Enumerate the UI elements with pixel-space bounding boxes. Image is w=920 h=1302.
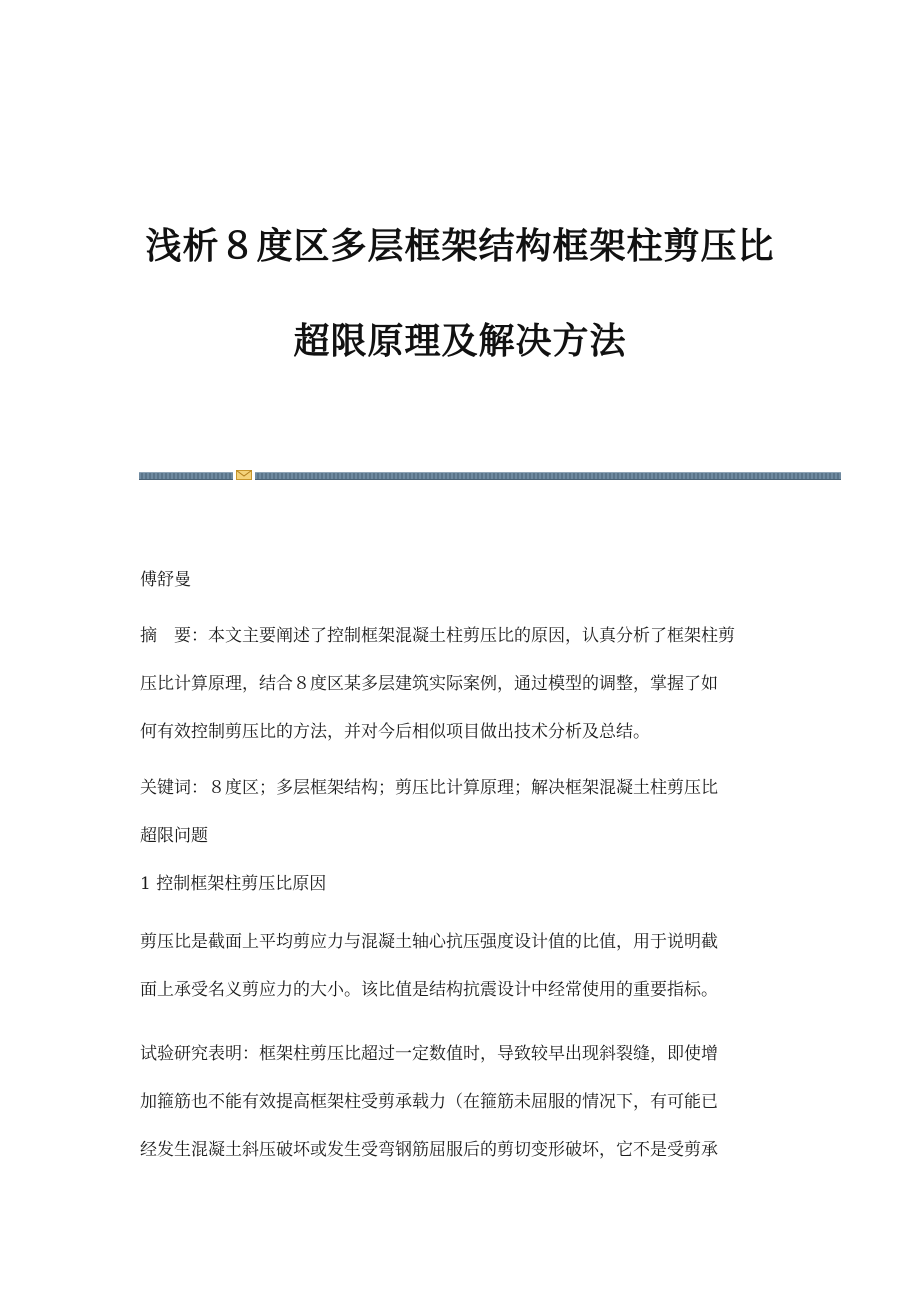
body-line: 面上承受名义剪应力的大小。该比值是结构抗震设计中经常使用的重要指标。 xyxy=(140,980,718,1000)
keywords-line: 超限问题 xyxy=(140,826,208,846)
body-line: 剪压比是截面上平均剪应力与混凝土轴心抗压强度设计值的比值，用于说明截 xyxy=(140,932,718,952)
author-text: 傅舒曼 xyxy=(140,570,191,590)
title-line-2: 超限原理及解决方法 xyxy=(293,321,627,362)
divider-bar-right xyxy=(255,472,841,480)
keywords-line: 关键词：８度区；多层框架结构；剪压比计算原理；解决框架混凝土柱剪压比 xyxy=(140,778,718,798)
abstract-line: 摘 要：本文主要阐述了控制框架混凝土柱剪压比的原因，认真分析了框架柱剪 xyxy=(140,626,735,646)
title-line-1: 浅析８度区多层框架结构框架柱剪压比 xyxy=(145,226,775,267)
body-line: 加箍筋也不能有效提高框架柱受剪承载力（在箍筋未屈服的情况下，有可能已 xyxy=(140,1092,718,1112)
abstract-paragraph xyxy=(140,612,790,756)
section-heading-text: 1 控制框架柱剪压比原因 xyxy=(140,874,327,894)
title-divider xyxy=(139,470,841,480)
body-paragraph xyxy=(140,918,790,1014)
body-paragraph xyxy=(140,1030,790,1174)
divider-bar-left xyxy=(139,472,233,480)
abstract-line: 何有效控制剪压比的方法，并对今后相似项目做出技术分析及总结。 xyxy=(140,722,650,742)
abstract-line: 压比计算原理，结合８度区某多层建筑实际案例，通过模型的调整，掌握了如 xyxy=(140,674,718,694)
section-heading xyxy=(140,860,790,908)
envelope-ornament-icon xyxy=(236,470,252,480)
author-name xyxy=(140,556,790,604)
body-line: 试验研究表明：框架柱剪压比超过一定数值时，导致较早出现斜裂缝，即使增 xyxy=(140,1044,718,1064)
body-line: 经发生混凝土斜压破坏或发生受弯钢筋屈服后的剪切变形破坏，它不是受剪承 xyxy=(140,1140,718,1160)
keywords-paragraph xyxy=(140,764,790,860)
